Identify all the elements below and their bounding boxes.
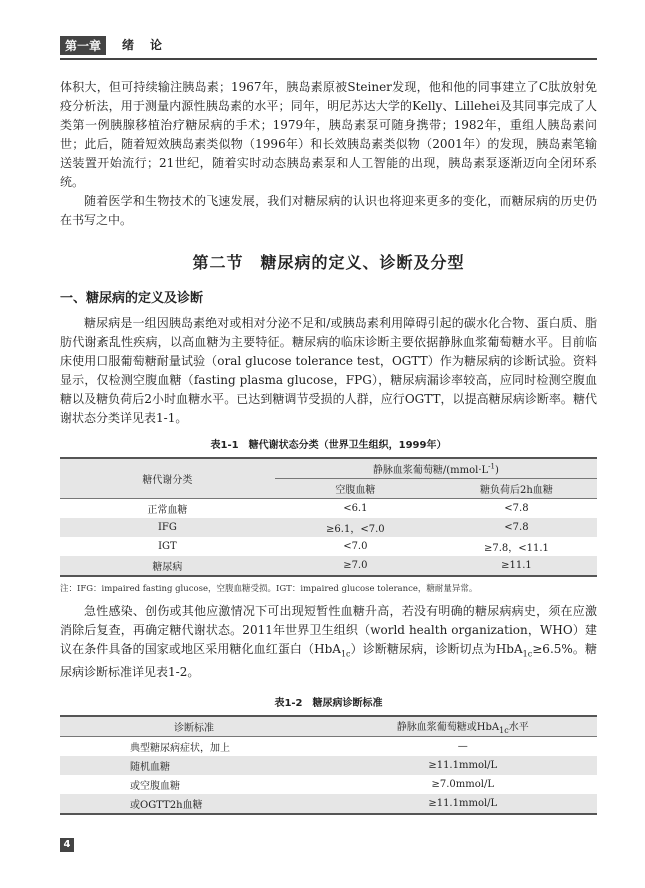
paragraph-history: 体积大，但可持续输注胰岛素；1967年，胰岛素原被Steiner发现，他和他的同事建立了C肽放射免疫分析法，用于测量内源性胰岛素的水平；同年，明尼苏达大学的Kelly、Lillehei及其同事完成了人类第一例胰腺移植治疗糖尿病的手术；1979年，胰岛素泵可随身携带；1982年，重组人胰岛素问世；此后，随着短效胰岛素类似物（1996年）和长效胰岛素类似物（2001年）的发现，胰岛素笔输送装置开始流行；21世纪，随着实时动态胰岛素泵和人工智能的出现，胰岛素泵逐渐迈向全闭环系统。 bbox=[60, 80, 597, 189]
table1-col-post: 糖负荷后2h血糖 bbox=[436, 479, 597, 499]
table-row: 随机血糖 ≥11.1mmol/L bbox=[60, 756, 597, 775]
table1-caption: 表1-1 糖代谢状态分类（世界卫生组织，1999年） bbox=[210, 440, 447, 451]
table-row: 典型糖尿病症状，加上 — bbox=[130, 741, 468, 755]
table-row: IFG ≥6.1，<7.0 <7.8 bbox=[60, 518, 597, 537]
chapter-title: 绪论 bbox=[122, 38, 179, 52]
table-row: 或空腹血糖 ≥7.0mmol/L bbox=[130, 779, 494, 793]
table-glucose-classification bbox=[60, 457, 597, 577]
table-diagnosis-criteria bbox=[60, 715, 597, 815]
table1-col-fasting: 空腹血糖 bbox=[275, 479, 436, 499]
table-row: IGT <7.0 ≥7.8，<11.1 bbox=[158, 541, 549, 554]
paragraph-diagnosis: 急性感染、创伤或其他应激情况下可出现短暂性血糖升高，若没有明确的糖尿病病史，须在应激消除后复查，再确定糖代谢状态。2011年世界卫生组织（world health organization，WHO）建议在条件具备的国家或地区采用糖化血红蛋白（HbA$_{1c}$）诊断糖尿病，诊断切点为HbA$_{1c}$≥6.5%。糖尿病诊断标准详见表1-2。 bbox=[60, 604, 597, 680]
page-number: 4 bbox=[60, 838, 74, 852]
paragraph-definition: 糖尿病是一组因胰岛素绝对或相对分泌不足和/或胰岛素利用障碍引起的碳水化合物、蛋白质、脂肪代谢紊乱性疾病，以高血糖为主要特征。糖尿病的临床诊断主要依据静脉血浆葡萄糖水平。目前临床使用口服葡萄糖耐量试验（oral glucose tolerance test，OGTT）作为糖尿病的诊断试验。资料显示，仅检测空腹血糖（fasting plasma glucose，FPG），糖尿病漏诊率较高，应同时检测空腹血糖以及糖负荷后2小时血糖水平。已达到糖调节受损的人群，应行OGTT，以提高糖尿病诊断率。糖代谢状态分类详见表1-1。 bbox=[60, 316, 597, 425]
table2-caption: 表1-2 糖尿病诊断标准 bbox=[274, 698, 383, 710]
table2-col-criterion: 诊断标准 bbox=[60, 716, 329, 737]
table-row: 正常血糖 <6.1 <7.8 bbox=[147, 503, 529, 516]
table1-group-header: 静脉血浆葡萄糖$/(mmol\cdot L^{-1})$ bbox=[275, 458, 597, 479]
table-row: 或OGTT2h血糖 ≥11.1mmol/L bbox=[60, 794, 597, 814]
page-content bbox=[60, 78, 597, 815]
chapter-label: 第一章 bbox=[60, 36, 106, 55]
table2-col-value: 静脉血浆葡萄糖或HbA$_{1c}$水平 bbox=[329, 716, 598, 737]
subsection-title: 一、糖尿病的定义及诊断 bbox=[60, 291, 204, 306]
paragraph-outlook: 随着医学和生物技术的飞速发展，我们对糖尿病的认识也将迎来更多的变化，而糖尿病的历史仍在书写之中。 bbox=[60, 194, 597, 227]
table1-col-category: 糖代谢分类 bbox=[60, 458, 275, 499]
section-title: 第二节 糖尿病的定义、诊断及分型 bbox=[192, 253, 465, 272]
table-row: 糖尿病 ≥7.0 ≥11.1 bbox=[60, 556, 597, 576]
running-header bbox=[60, 30, 597, 60]
table1-note: 注：IFG：impaired fasting glucose，空腹血糖受损。IGT：impaired glucose tolerance，糖耐量异常。 bbox=[60, 584, 478, 594]
